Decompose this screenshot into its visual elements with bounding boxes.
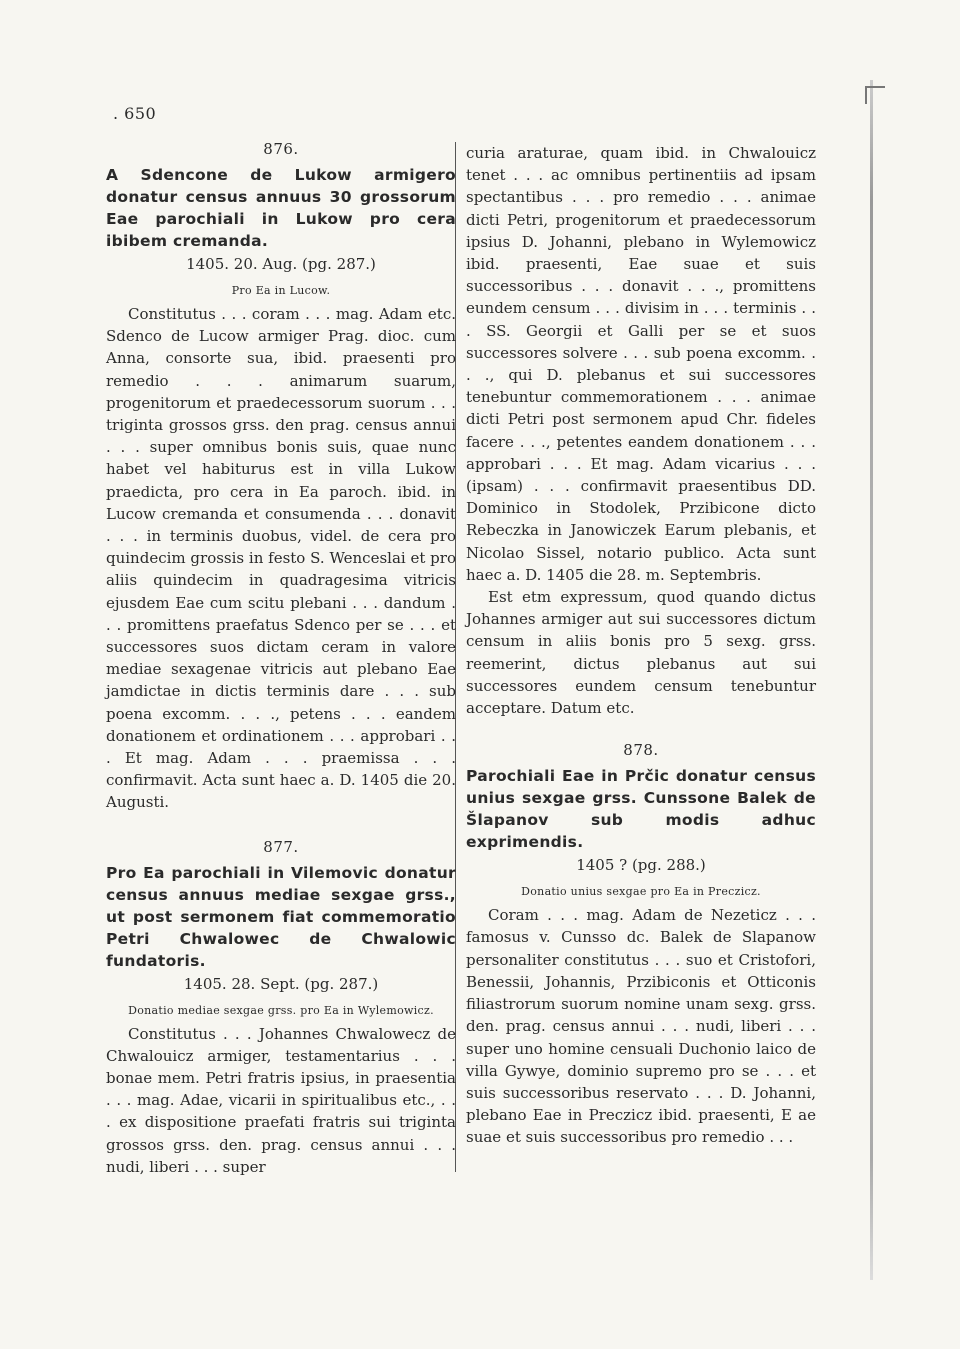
entry-heading: A Sdencone de Lukow armigero donatur census annuus 30 grossorum Eae parochiali in Lukow pro cera ibibem cremanda. <box>106 166 456 250</box>
entry-877 <box>106 838 456 1178</box>
page-edge <box>870 80 873 1280</box>
entry-date: 1405 ? (pg. 288.) <box>576 856 706 875</box>
entry-number: 877. <box>263 837 299 856</box>
entry-body: Constitutus . . . coram . . . mag. Adam etc. Sdenco de Lucow armiger Prag. dioc. cum Anna, consorte sua, ibid. praesenti pro remedio . . . animarum suarum, progenitorum et praedecessorum suorum . . . triginta grossos grss. den prag. census annui . . . super omnibus bonis suis, quae nunc habet vel habiturus est in villa Lukow praedicta, pro cera in Ea paroch. ibid. in Lucow cremanda et consumenda . . . donavit . . . in terminis duobus, videl. de cera pro quindecim grossis in festo S. Wenceslai et pro aliis quindecim in quadragesima vitricis ejusdem Eae cum scitu plebani . . . dandum . . . promittens praefatus Sdenco per se . . . et successores suos dictam ceram in valore mediae sexagenae vitricis aut plebano Eae jamdictae in dictis terminis dare . . . sub poena excomm. . . ., petens . . . eandem donationem et ordinationem . . . approbari . . . Et mag. Adam . . . praemissa . . . confirmavit. Acta sunt haec a. D. 1405 die 20. Augusti. <box>106 305 456 812</box>
entry-877-continued: curia araturae, quam ibid. in Chwalouicz tenet . . . ac omnibus pertinentiis ad ipsam spectantibus . . . pro remedio . . . animae dicti Petri, progenitorum et praedecessorum ipsius D. Johanni, plebano in Wylemowicz ibid. praesenti, Eae suae et suis successoribus . . . donavit . . ., promittens eundem censum . . . divisim in . . . terminis . . . SS. Georgii et Galli per se et suos successores solvere . . . sub poena excomm. . . ., qui D. plebanus et sui successores tenebuntur commemorationem . . . animae dicti Petri post sermonem apud Chr. fideles facere . . ., petentes eandem donationem . . . approbari . . . Et mag. Adam vicarius . . . (ipsam) . . . confirmavit praesentibus DD. Dominico in Stodolek, Przibicone dicto Rebeczka in Janowiczek Earum plebanis, et Nicolao Sissel, notario publico. Acta sunt haec a. D. 1405 die 28. m. Septembris. <box>466 144 816 584</box>
left-column <box>106 140 456 1192</box>
entry-body: Constitutus . . . Johannes Chwalowecz de Chwalouicz armiger, testamentarius . . . bonae mem. Petri fratris ipsius, in praesentia . . . mag. Adae, vicarii in spiritualibus etc., . . . ex dispositione praefati fratris sui triginta grossos grss. den. prag. census annui . . . nudi, liberi . . . super <box>106 1024 456 1176</box>
entry-number: 876. <box>263 140 299 158</box>
entry-876 <box>106 140 456 814</box>
marginal-note: Pro Ea in Lucow. <box>231 284 331 297</box>
right-column <box>466 142 816 1163</box>
page-corner-mark <box>865 86 885 104</box>
entry-heading: Parochiali Eae in Prčic donatur census unius sexgae grss. Cunssone Balek de Šlapanov sub modis adhuc exprimendis. <box>466 767 816 852</box>
entry-body: Coram . . . mag. Adam de Nezeticz . . . famosus v. Cunsso dc. Balek de Slapanow personaliter constitutus . . . suo et Cristofori, Benessii, Johannis, Przibiconis et Otticonis filiastrorum suorum nomine unam sexg. grss. den. prag. census annui . . . nudi, liberi . . . super uno homine censuali Duchonio laico de villa Gywye, dominio supremo pro se . . . et suis successoribus reservato . . . D. Johanni, plebano Eae in Preczicz ibid. praesenti, E ae suae et suis successoribus pro remedio . . . <box>466 906 816 1147</box>
marginal-note: Donatio unius sexgae pro Ea in Preczicz. <box>521 885 761 899</box>
entry-877-addendum: Est etm expressum, quod quando dictus Johannes armiger aut sui successores dictum censum in aliis bonis pro 5 sexg. grss. reemerint, dictus plebanus aut sui successores eundem censum tenebuntur acceptare. Datum etc. <box>466 588 816 718</box>
entry-date: 1405. 28. Sept. (pg. 287.) <box>183 974 379 993</box>
marginal-note: Donatio mediae sexgae grss. pro Ea in Wylemowicz. <box>128 1003 434 1017</box>
entry-878 <box>466 741 816 1148</box>
entry-number: 878. <box>623 741 659 760</box>
page-number: . 650 <box>113 104 157 123</box>
entry-heading: Pro Ea parochiali in Vilemovic donatur census annuus mediae sexgae grss., ut post sermonem fiat commemoratio Petri Chwalowec de Chwalowic fundatoris. <box>106 863 456 970</box>
entry-date: 1405. 20. Aug. (pg. 287.) <box>186 255 376 273</box>
